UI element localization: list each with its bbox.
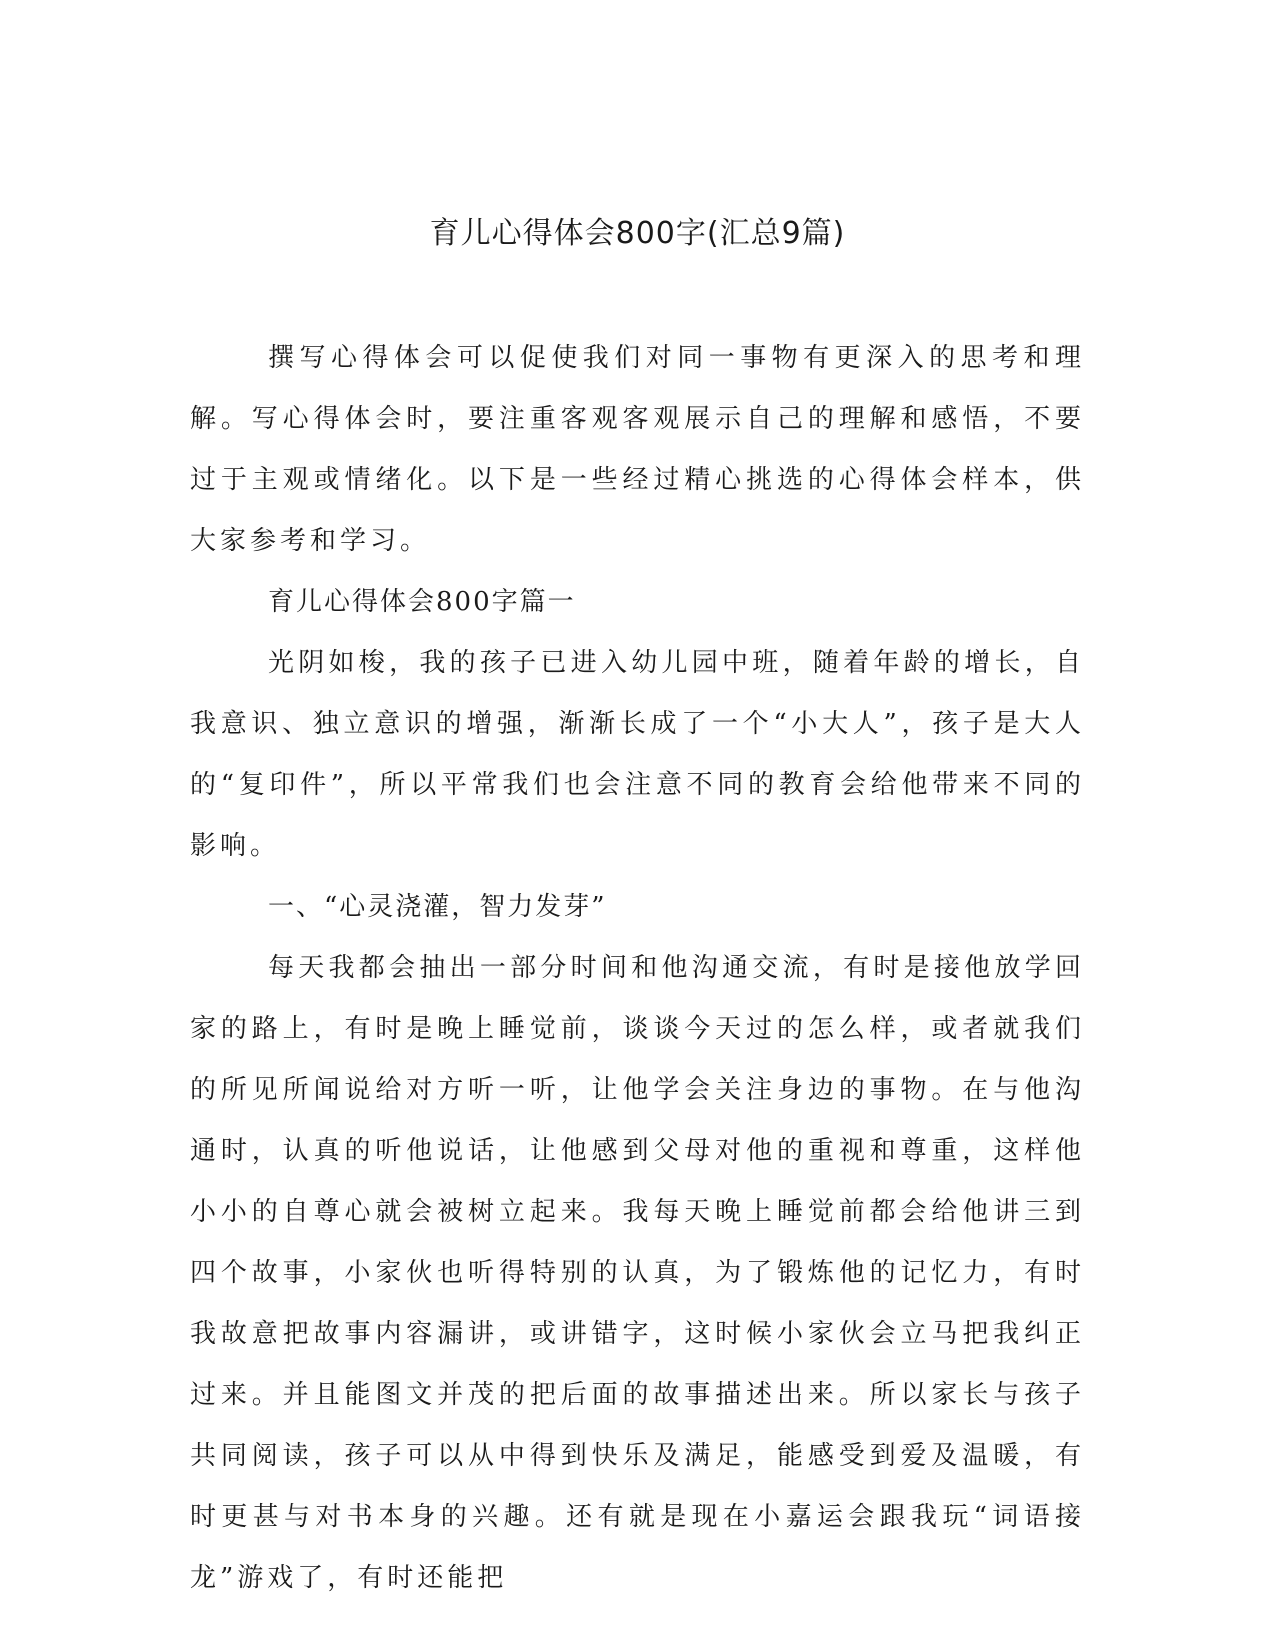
section-paragraph: 每天我都会抽出一部分时间和他沟通交流，有时是接他放学回家的路上，有时是晚上睡觉前，谈谈今天过的怎么样，或者就我们的所见所闻说给对方听一听，让他学会关注身边的事物。在与他沟通时，认真的听他说话，让他感到父母对他的重视和尊重，这样他小小的自尊心就会被树立起来。我每天晚上睡觉前都会给他讲三到四个故事，小家伙也听得特别的认真，为了锻炼他的记忆力，有时我故意把故事内容漏讲，或讲错字，这时候小家伙会立马把我纠正过来。并且能图文并茂的把后面的故事描述出来。所以家长与孩子共同阅读，孩子可以从中得到快乐及满足，能感受到爱及温暖，有时更甚与对书本身的兴趣。还有就是现在小嘉运会跟我玩“词语接龙”游戏了，有时还能把	[190, 953, 1085, 1593]
document-title: 育儿心得体会800字(汇总9篇)	[429, 216, 846, 251]
subsection-heading: 一、“心灵浇灌，智力发芽”	[268, 892, 607, 922]
section-heading: 育儿心得体会800字篇一	[268, 587, 576, 617]
section-paragraph: 光阴如梭，我的孩子已进入幼儿园中班，随着年龄的增长，自我意识、独立意识的增强，渐渐长成了一个“小大人”，孩子是大人的“复印件”，所以平常我们也会注意不同的教育会给他带来不同的影响。	[190, 648, 1085, 861]
intro-paragraph: 撰写心得体会可以促使我们对同一事物有更深入的思考和理解。写心得体会时，要注重客观客观展示自己的理解和感悟，不要过于主观或情绪化。以下是一些经过精心挑选的心得体会样本，供大家参考和学习。	[190, 343, 1085, 556]
document-body	[190, 328, 1085, 1609]
